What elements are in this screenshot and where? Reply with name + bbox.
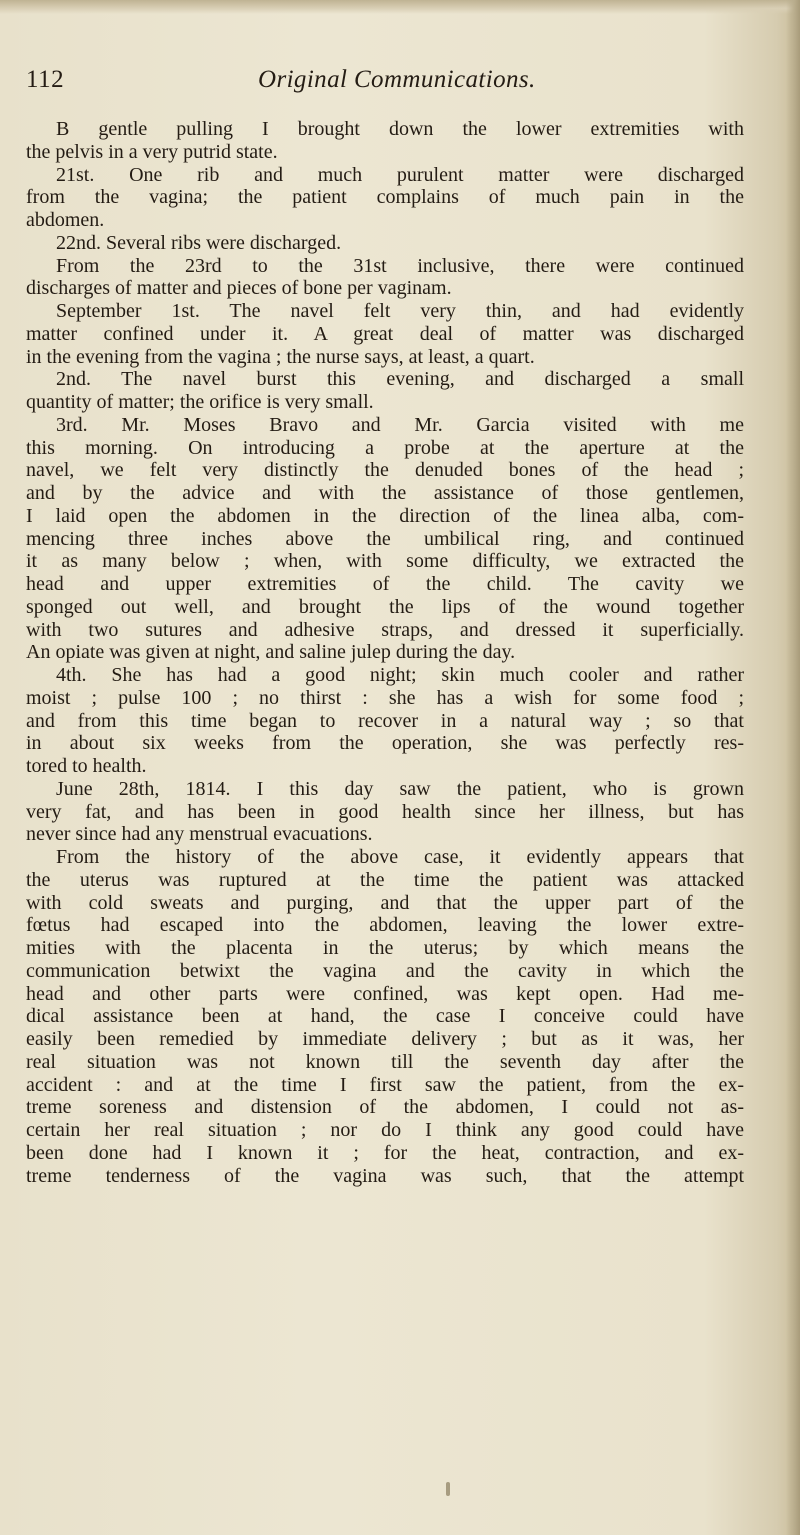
paper-speck xyxy=(446,1482,450,1496)
text-line: in about six weeks from the operation, she was perfectly res- xyxy=(26,732,744,755)
text-line: with cold sweats and purging, and that the upper part of the xyxy=(26,891,744,914)
text-line: the pelvis in a very putrid state. xyxy=(26,140,278,163)
text-line: never since had any menstrual evacuations. xyxy=(26,823,373,846)
text-line: very fat, and has been in good health since her illness, but has xyxy=(26,800,744,823)
text-line: sponged out well, and brought the lips of the wound together xyxy=(26,595,744,618)
text-line: From the history of the above case, it evidently appears that xyxy=(56,846,744,868)
text-line: fœtus had escaped into the abdomen, leaving the lower extre- xyxy=(26,914,744,937)
text-line: from the vagina; the patient complains of much pain in the xyxy=(26,186,744,209)
text-line: it as many below ; when, with some difficulty, we extracted the xyxy=(26,550,744,573)
running-head xyxy=(26,66,746,102)
text-line: 2nd. The navel burst this evening, and discharged a small xyxy=(56,368,744,391)
text-line: been done had I known it ; for the heat, contraction, and ex- xyxy=(26,1141,744,1164)
text-line: this morning. On introducing a probe at the aperture at the xyxy=(26,436,744,459)
text-line: real situation was not known till the seventh day after the xyxy=(26,1050,744,1073)
text-line: mities with the placenta in the uterus; by which means the xyxy=(26,937,744,959)
page-top-edge xyxy=(0,0,800,14)
page-gutter-shadow xyxy=(786,0,800,1535)
text-line: I laid open the abdomen in the direction of the linea alba, com- xyxy=(26,504,744,527)
text-line: June 28th, 1814. I this day saw the patient, who is grown xyxy=(56,777,744,800)
text-line: head and upper extremities of the child. The cavity we xyxy=(26,573,744,595)
text-line: with two sutures and adhesive straps, and dressed it superficially. xyxy=(26,618,744,641)
text-line: 3rd. Mr. Moses Bravo and Mr. Garcia visited with me xyxy=(56,413,744,436)
text-line: in the evening from the vagina ; the nurse says, at least, a quart. xyxy=(26,345,535,368)
text-line: treme soreness and distension of the abdomen, I could not as- xyxy=(26,1096,744,1119)
text-line: quantity of matter; the orifice is very small. xyxy=(26,391,374,413)
text-line: moist ; pulse 100 ; no thirst : she has a wish for some food ; xyxy=(26,686,744,709)
text-line: dical assistance been at hand, the case I conceive could have xyxy=(26,1005,744,1028)
text-line: navel, we felt very distinctly the denuded bones of the head ; xyxy=(26,459,744,482)
text-line: 21st. One rib and much purulent matter were discharged xyxy=(56,163,744,186)
text-line: 22nd. Several ribs were discharged. xyxy=(56,231,342,254)
text-line: B gentle pulling I brought down the lower extremities with xyxy=(56,118,744,140)
text-line: head and other parts were confined, was kept open. Had me- xyxy=(26,982,744,1005)
text-line: and from this time began to recover in a natural way ; so that xyxy=(26,709,744,732)
text-line: abdomen. xyxy=(26,209,105,231)
body-text xyxy=(26,118,744,1187)
text-line: An opiate was given at night, and saline julep during the day. xyxy=(26,641,516,664)
text-line: mencing three inches above the umbilical ring, and continued xyxy=(26,527,744,550)
text-line: the uterus was ruptured at the time the patient was attacked xyxy=(26,868,744,891)
text-line: and by the advice and with the assistance of those gentlemen, xyxy=(26,482,744,504)
page-number: 112 xyxy=(26,66,65,93)
text-line: September 1st. The navel felt very thin, and had evidently xyxy=(56,300,744,322)
text-line: treme tenderness of the vagina was such, that the attempt xyxy=(26,1164,744,1187)
text-line: 4th. She has had a good night; skin much cooler and rather xyxy=(56,664,744,686)
text-line: discharges of matter and pieces of bone per vaginam. xyxy=(26,277,452,300)
running-title: Original Communications. xyxy=(258,66,536,93)
text-line: matter confined under it. A great deal of matter was discharged xyxy=(26,322,744,345)
text-line: certain her real situation ; nor do I think any good could have xyxy=(26,1119,744,1141)
text-line: tored to health. xyxy=(26,755,147,777)
text-line: From the 23rd to the 31st inclusive, there were continued xyxy=(56,254,744,277)
text-line: easily been remedied by immediate delivery ; but as it was, her xyxy=(26,1028,744,1050)
text-line: communication betwixt the vagina and the cavity in which the xyxy=(26,959,744,982)
text-line: accident : and at the time I first saw the patient, from the ex- xyxy=(26,1073,744,1096)
